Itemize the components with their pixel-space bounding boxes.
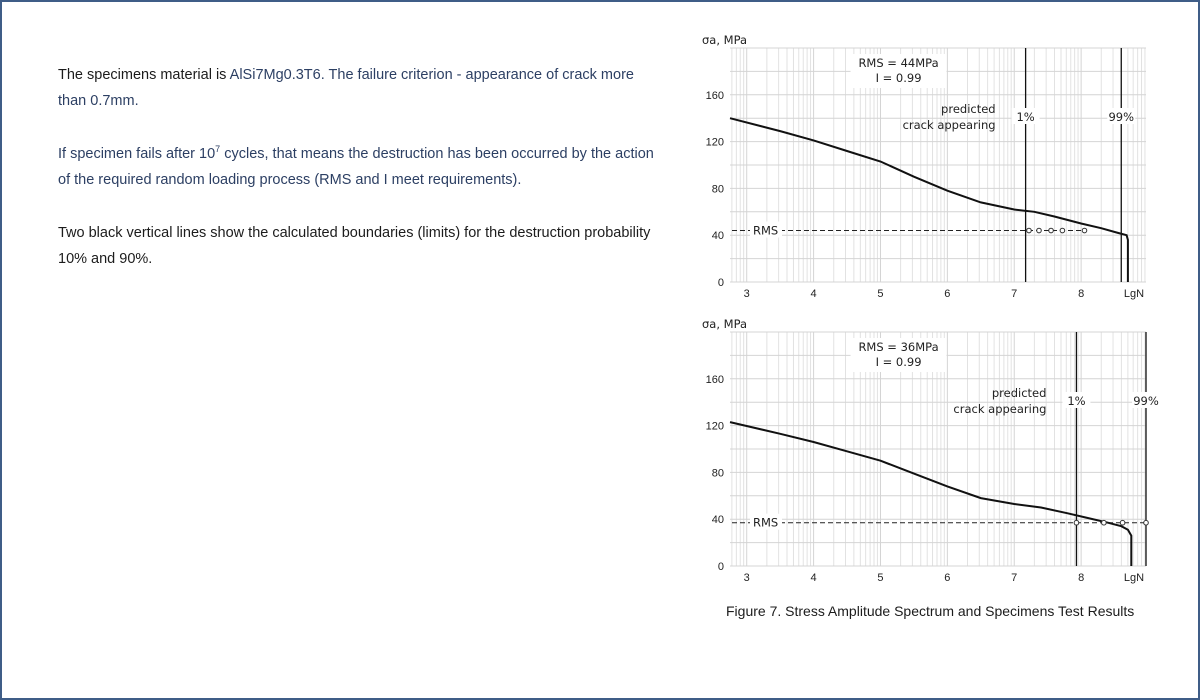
x-tick-label: 7 xyxy=(1011,288,1018,300)
x-tick-label: 6 xyxy=(944,572,951,584)
y-tick-label: 80 xyxy=(711,183,724,196)
rms-label: RMS xyxy=(753,515,779,530)
exponent: 7 xyxy=(215,144,221,155)
rms-label: RMS xyxy=(753,223,779,238)
limit-label: 99% xyxy=(1133,394,1159,408)
limit-label: 1% xyxy=(1016,110,1035,124)
specimen-point xyxy=(1037,228,1042,233)
annotation-text: I = 0.99 xyxy=(875,71,922,85)
x-tick-label: 5 xyxy=(877,572,884,584)
y-tick-label: 80 xyxy=(711,467,724,480)
paragraph-failure xyxy=(58,141,658,193)
x-tick-label: 3 xyxy=(743,288,750,300)
figure-caption: Figure 7. Stress Amplitude Spectrum and Specimens Test Results xyxy=(726,603,1135,619)
specimen-point xyxy=(1049,228,1054,233)
predicted-label: crack appearing xyxy=(902,118,996,132)
paragraph-material xyxy=(58,62,658,114)
x-tick-label: 8 xyxy=(1078,288,1085,300)
x-tick-label: 7 xyxy=(1011,572,1018,584)
specimen-point xyxy=(1120,520,1125,525)
paragraph-failure-lead: If specimen fails after 10 xyxy=(58,146,216,162)
x-tick-label: 3 xyxy=(743,572,750,584)
specimen-point xyxy=(1074,520,1079,525)
predicted-label: predicted xyxy=(991,386,1047,400)
spectrum-curve xyxy=(730,118,1128,282)
specimen-point xyxy=(1082,228,1087,233)
x-axis-label: LgN xyxy=(1123,288,1145,300)
y-axis-label: σa, MPa xyxy=(702,33,748,47)
predicted-label: predicted xyxy=(941,102,996,116)
paragraph-failure-rest: cycles, that means the destruction has been occurred by the action of the required random loading process (RMS and I meet requirements). xyxy=(58,146,654,188)
y-tick-label: 120 xyxy=(705,420,724,433)
specimen-point xyxy=(1102,520,1107,525)
y-tick-label: 120 xyxy=(705,136,724,149)
limit-label: 1% xyxy=(1067,394,1086,408)
y-axis-label: σa, MPa xyxy=(702,317,748,331)
stress-chart-rms44 xyxy=(700,30,1180,305)
y-tick-label: 40 xyxy=(711,230,724,243)
annotation-text: RMS = 36MPa xyxy=(858,340,939,354)
specimen-point xyxy=(1144,520,1149,525)
y-tick-label: 40 xyxy=(711,514,724,527)
annotation-text: RMS = 44MPa xyxy=(858,56,939,70)
stress-chart-rms36 xyxy=(700,314,1180,589)
y-tick-label: 0 xyxy=(717,561,724,573)
x-tick-label: 4 xyxy=(810,572,817,584)
predicted-label: crack appearing xyxy=(953,402,1047,416)
paragraph-material-rest: AlSi7Mg0.3T6. The failure criterion - appearance of crack more than 0.7mm. xyxy=(58,67,634,109)
paragraph-boundaries: Two black vertical lines show the calculated boundaries (limits) for the destruction probability 10% and 90%. xyxy=(58,225,651,267)
limit-label: 99% xyxy=(1108,110,1135,124)
x-axis-label: LgN xyxy=(1123,572,1145,584)
x-tick-label: 5 xyxy=(877,288,884,300)
x-tick-label: 4 xyxy=(810,288,817,300)
annotation-text: I = 0.99 xyxy=(875,355,922,369)
x-tick-label: 8 xyxy=(1078,572,1085,584)
specimen-point xyxy=(1060,228,1065,233)
y-tick-label: 160 xyxy=(705,373,724,386)
paragraph-material-lead: The specimens material is xyxy=(58,67,230,83)
y-tick-label: 0 xyxy=(717,277,724,289)
y-tick-label: 160 xyxy=(705,89,724,102)
specimen-point xyxy=(1027,228,1032,233)
x-tick-label: 6 xyxy=(944,288,951,300)
description-text xyxy=(58,62,658,299)
